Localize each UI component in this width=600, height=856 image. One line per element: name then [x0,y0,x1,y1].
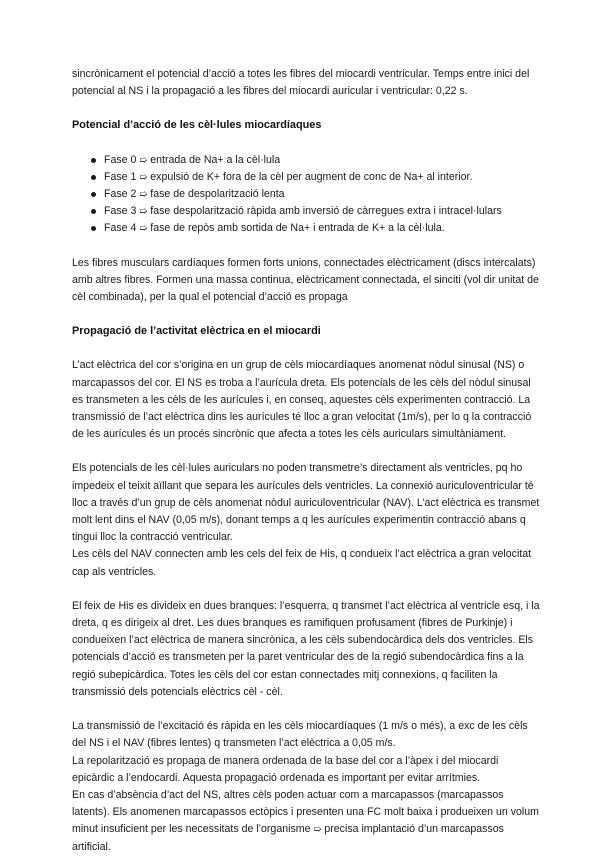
phase-text: fase de repòs amb sortida de Na+ i entrada de K+ a la cèl·lula. [150,222,445,235]
list-item [88,220,542,237]
list-item [88,169,542,186]
arrow-icon: ➯ [139,154,148,166]
conduction-speed-paragraph: La transmissió de l’excitació és ràpida en les cèls miocardíaques (1 m/s o més), a exc de les cèls del NS i el NAV (fibres lentes) q transmeten l’act elèctrica a 0,05 m/s. [72,720,528,750]
arrow-icon: ➯ [313,824,322,836]
av-node-paragraph: Els potencials de les cèl·lules auriculars no poden transmetre’s directament als ventricles, pq ho impedeix el teixit aïllant que separa les aurícules dels ventricles. La connexió auriculoventricular té lloc a través d’un grup de cèls anomenat nòdul auriculoventricular (NAV). L’act elèctrica es transmet molt lent dins el NAV (0,05 m/s), donant temps a q les aurícules experimentin contracció abans q tingui lloc la contracció ventricular. [72,462,540,544]
pacemaker-paragraph [72,787,542,856]
heading-propagation: Propagació de l’activitat elèctrica en el miocardi [72,325,321,338]
phase-text: entrada de Na+ a la cèl·lula [150,153,281,166]
phase-text: fase despolarització ràpida amb inversió de càrregues extra i intracel·lulars [150,205,502,218]
phase-list [72,152,542,238]
phase-label: Fase 2 [104,188,137,201]
his-bundle-paragraph: Les cèls del NAV connecten amb les cels del feix de His, q condueix l’act elèctrica a gran velocitat cap als ventricles. [72,548,532,578]
phase-label: Fase 0 [104,153,137,166]
list-item [88,186,542,203]
sinus-node-paragraph: L’act elèctrica del cor s’origina en un grup de cèls miocardíaques anomenat nòdul sinusal (NS) o marcapassos del cor. El NS es troba a l’aurícula dreta. Els potencials de les cèls del nòdul sinusal es transmeten a les cèls de les aurícules i, en conseq, aquestes cèls experimenten contracció. La transmissió de l’act elèctrica dins les aurícules té lloc a gran velocitat (1m/s), per lo q la contracció de les aurícules és un procés sincrònic que afecta a totes les cèls auriculars simultàniament. [72,359,532,441]
phase-text: fase de despolarització lenta [150,188,285,201]
arrow-icon: ➯ [139,223,148,235]
pacemaker-text-start: En cas d’absència d’act del NS, altres cèls poden actuar com a marcapassos (marcapassos latents). Els anomenen marcapassos ectòpics i presenten una FC molt baixa i produeixen un volum minut insuficient per les necessitats de l’organisme [72,788,539,836]
intro-paragraph: sincrònicament el potencial d’acció a totes les fibres del miocardi ventricular. Temps entre inici del potencial al NS i la propagació a les fibres del miocardi auricular i ventricular: 0,22 s. [72,68,530,98]
phase-label: Fase 1 [104,170,137,183]
branches-paragraph: El feix de His es divideix en dues branques: l’esquerra, q transmet l’act elèctrica al ventricle esq, i la dreta, q es dirigeix al dret. Les dues branques es ramifiquen profusament (fibres de Purkinje) i condueixen l’act elèctrica de manera sincrònica, a les cèls subendocàrdica dels dos ventricles. Els potencials d’acció es transmeten per la paret ventricular des de la regió subendocàrdica fins a la regió subepicàrdica. Totes les cèls del cor estan connectades mitj connexions, q faciliten la transmissió dels potencials elèctrics cèl - cèl. [72,599,540,698]
phase-text: expulsió de K+ fora de la cèl per augment de conc de Na+ al interior. [150,170,473,183]
list-item [88,152,542,169]
phase-label: Fase 4 [104,222,137,235]
repolarization-paragraph: La repolarització es propaga de manera ordenada de la base del cor a l’àpex i del miocardi epicàrdic a l’endocardi. Aquesta propagació ordenada es important per evitar arrítmies. [72,754,499,784]
arrow-icon: ➯ [139,171,148,183]
arrow-icon: ➯ [139,189,148,201]
pacemaker-text-end: precisa implantació d’un marcapassos artificial. [72,823,504,853]
phase-label: Fase 3 [104,205,137,218]
arrow-icon: ➯ [139,206,148,218]
document-page [72,66,542,856]
syncytium-paragraph: Les fibres musculars cardíaques formen forts unions, connectades elèctricament (discs intercalats) amb altres fibres. Formen una massa continua, elèctricament connectada, el sinciti (vol dir unitat de cèl combinada), per la qual el potencial d’acció es propaga [72,256,539,304]
list-item [88,203,542,220]
heading-action-potential: Potencial d’acció de les cèl·lules miocardíaques [72,119,322,132]
